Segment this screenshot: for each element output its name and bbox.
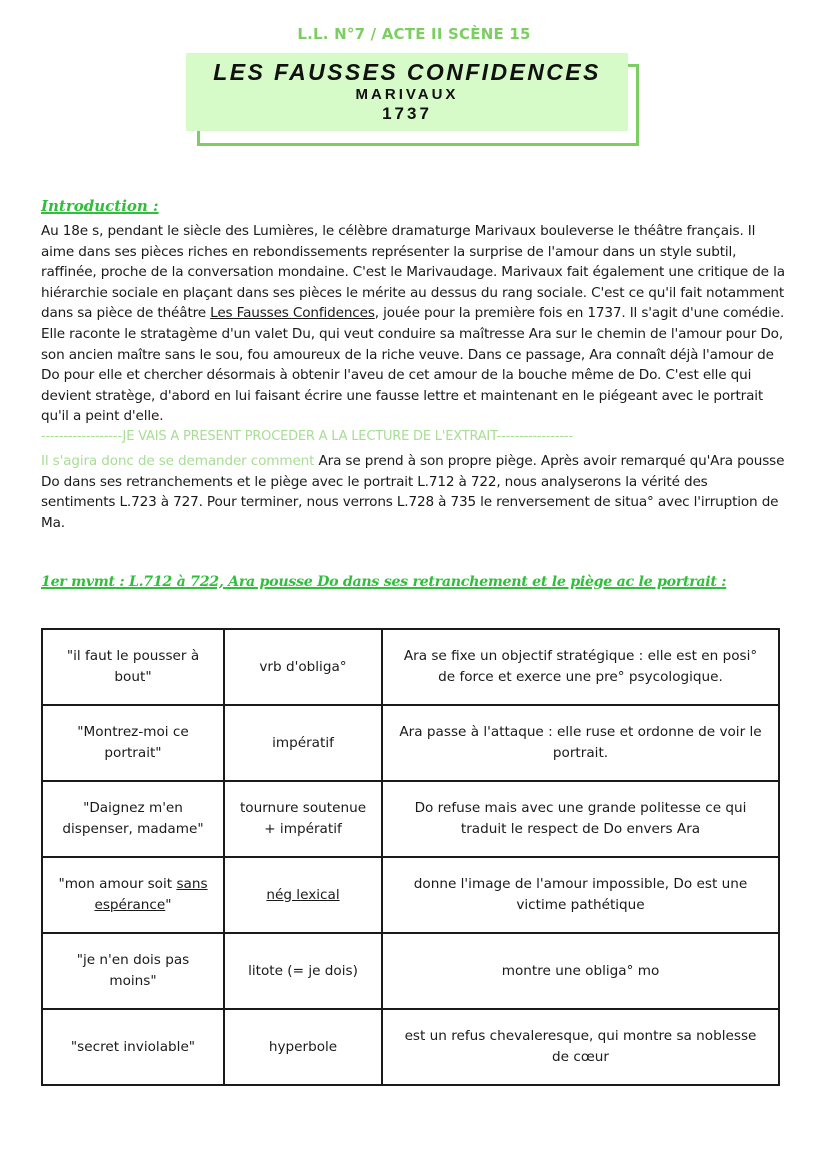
- quote-cell: [42, 857, 224, 933]
- title-block: [186, 53, 628, 131]
- device-cell: litote (= je dois): [224, 933, 382, 1009]
- lecture-reference: L.L. N°7 / ACTE II SCÈNE 15: [297, 25, 531, 43]
- quote-part: "mon amour soit: [58, 876, 177, 892]
- device-underlined: nég lexical: [266, 886, 340, 903]
- plan-lead: Il s'agira donc de se demander comment: [41, 453, 319, 469]
- reading-divider: ------------------JE VAIS A PRESENT PROCEDER A LA LECTURE DE L'EXTRAIT-----------------: [41, 429, 573, 444]
- quote-part: ": [165, 897, 172, 913]
- intro-play-title: Les Fausses Confidences: [210, 305, 375, 322]
- quote-cell: "il faut le pousser à bout": [42, 629, 224, 705]
- plan-paragraph: [41, 451, 786, 533]
- author-name: MARIVAUX: [355, 86, 459, 103]
- device-cell: vrb d'obliga°: [224, 629, 382, 705]
- analysis-cell: montre une obliga° mo: [382, 933, 779, 1009]
- quote-cell: "Montrez-moi ce portrait": [42, 705, 224, 781]
- introduction-paragraph: [41, 221, 786, 427]
- plan-text: Ara se prend à son propre piège. Après avoir remarqué qu'Ara pousse Do dans ses retranchements et le piège avec le portrait L.712 à 722, nous analyserons la vérité des sentiments L.723 à 727. Pour terminer, nous verrons L.728 à 735 le renversement de situa° avec l'irruption de Ma.: [41, 453, 785, 531]
- device-cell: tournure soutenue + impératif: [224, 781, 382, 857]
- quote-cell: "je n'en dois pas moins": [42, 933, 224, 1009]
- analysis-cell: est un refus chevaleresque, qui montre sa noblesse de cœur: [382, 1009, 779, 1085]
- intro-text-part2: , jouée pour la première fois en 1737. Il s'agit d'une comédie. Elle raconte le stratagème d'un valet Du, qui veut conduire sa maîtresse Ara sur le chemin de l'amour pour Do, son ancien maître sans le sou, fou amoureux de la riche veuve. Dans ce passage, Ara connaît déjà l'amour de Do pour elle et chercher désormais à obtenir l'aveu de cet amour de la bouche même de Do. C'est elle qui devient stratège, d'abord en lui faisant écrire une fausse lettre et maintenant en le piégeant avec le portrait qu'il a peint d'elle.: [41, 305, 785, 425]
- table-row: [42, 705, 779, 781]
- analysis-table: [41, 628, 780, 1086]
- analysis-cell: Ara passe à l'attaque : elle ruse et ordonne de voir le portrait.: [382, 705, 779, 781]
- quote-underlined: sans espérance: [94, 876, 208, 913]
- device-cell: hyperbole: [224, 1009, 382, 1085]
- analysis-cell: Ara se fixe un objectif stratégique : elle est en posi° de force et exerce une pre° psycologique.: [382, 629, 779, 705]
- quote-cell: "Daignez m'en dispenser, madame": [42, 781, 224, 857]
- table-row: [42, 629, 779, 705]
- table-row: [42, 933, 779, 1009]
- device-cell: [224, 857, 382, 933]
- play-title: LES FAUSSES CONFIDENCES: [213, 59, 601, 85]
- quote-cell: "secret inviolable": [42, 1009, 224, 1085]
- intro-text-part1: Au 18e s, pendant le siècle des Lumières, le célèbre dramaturge Marivaux bouleverse le théâtre français. Il aime dans ses pièces riches en rebondissements représenter la surprise de l'amour dans un style subtil, raffinée, proche de la conversation mondaine. C'est le Marivaudage. Marivaux fait également une critique de la hiérarchie sociale en plaçant dans ses pièces le mérite au dessus du rang sociale. C'est ce qu'il fait notamment dans sa pièce de théâtre: [41, 223, 785, 322]
- table-row: [42, 857, 779, 933]
- table-row: [42, 781, 779, 857]
- publication-year: 1737: [382, 104, 432, 123]
- device-cell: impératif: [224, 705, 382, 781]
- movement1-heading: 1er mvmt : L.712 à 722, Ara pousse Do dans ses retranchement et le piège ac le portrait :: [41, 574, 727, 590]
- analysis-cell: donne l'image de l'amour impossible, Do est une victime pathétique: [382, 857, 779, 933]
- introduction-heading: Introduction :: [41, 197, 159, 215]
- analysis-cell: Do refuse mais avec une grande politesse ce qui traduit le respect de Do envers Ara: [382, 781, 779, 857]
- table-row: [42, 1009, 779, 1085]
